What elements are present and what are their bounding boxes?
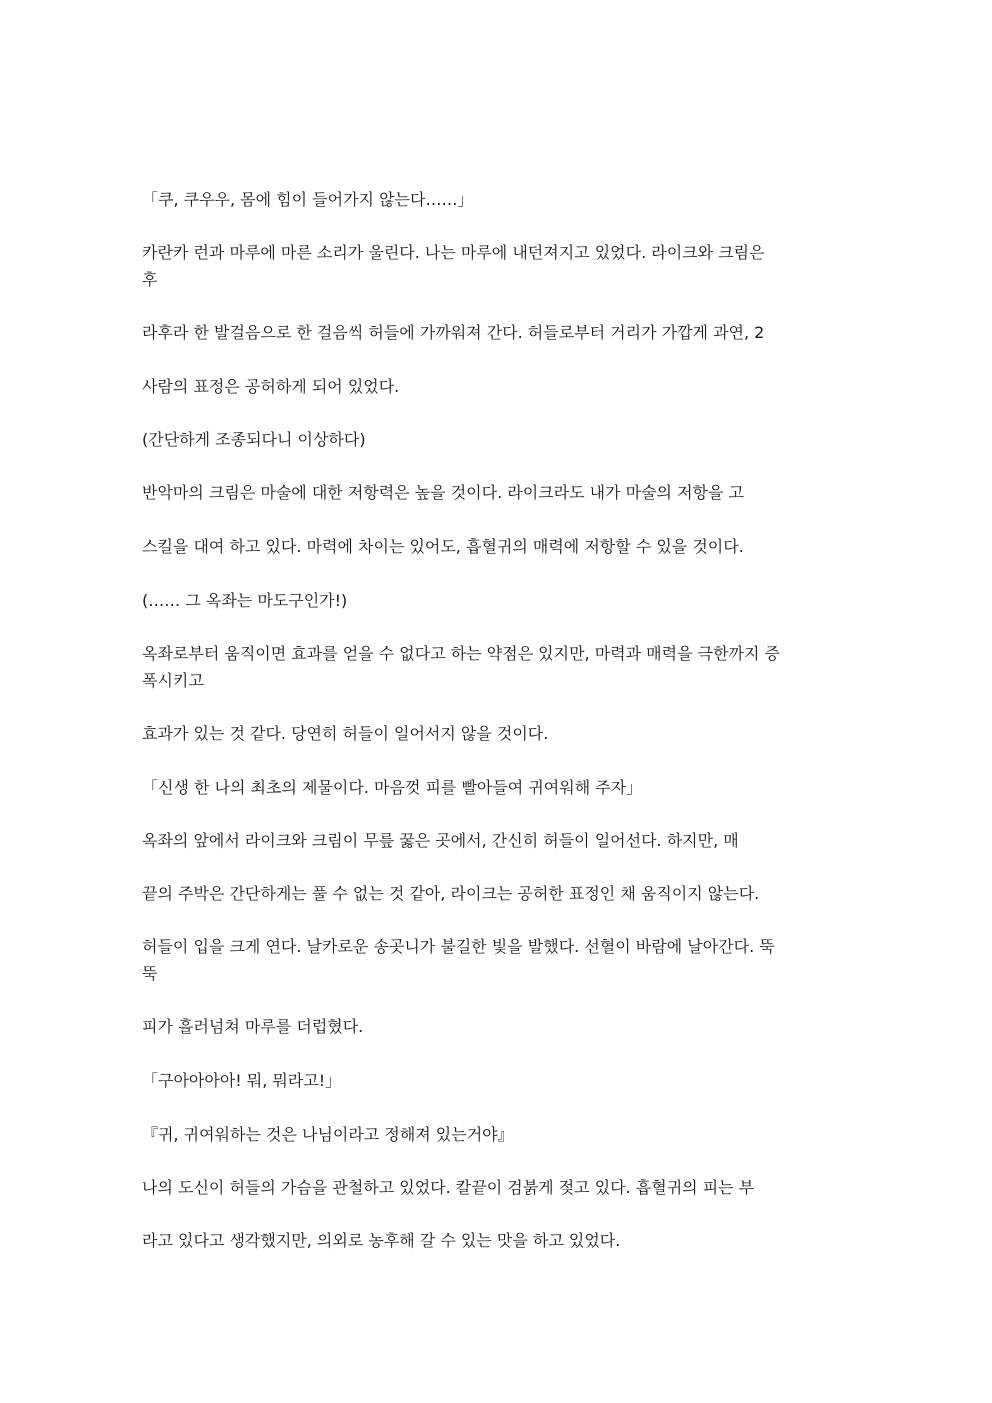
text-line: 효과가 있는 것 같다. 당연히 허들이 일어서지 않을 것이다. bbox=[142, 724, 549, 743]
text-line: 끝의 주박은 간단하게는 풀 수 없는 것 같아, 라이크는 공허한 표정인 채 움직이지 않는다. bbox=[142, 884, 760, 903]
text-line: 사람의 표정은 공허하게 되어 있었다. bbox=[142, 377, 400, 396]
text-line: 「신생 한 나의 최초의 제물이다. 마음껏 피를 빨아들여 귀여워해 주자」 bbox=[142, 778, 643, 797]
text-line: (…… 그 옥좌는 마도구인가!) bbox=[142, 591, 348, 610]
text-line: 옥좌의 앞에서 라이크와 크림이 무릎 꿇은 곳에서, 간신히 허들이 일어선다. 하지만, 매 bbox=[142, 831, 739, 850]
text-line: 카란카 런과 마루에 마른 소리가 울린다. 나는 마루에 내던져지고 있었다. 라이크와 크림은 bbox=[142, 243, 765, 262]
text-line: 피가 흘러넘쳐 마루를 더럽혔다. bbox=[142, 1017, 364, 1036]
text-line: 옥좌로부터 움직이면 효과를 얻을 수 없다고 하는 약점은 있지만, 마력과 매력을 극한까지 증 bbox=[142, 644, 780, 663]
text-line: 『귀, 귀여워하는 것은 나님이라고 정해져 있는거야』 bbox=[142, 1125, 514, 1144]
text-line: 폭시키고 bbox=[142, 671, 204, 690]
text-line: 나의 도신이 허들의 가슴을 관철하고 있었다. 칼끝이 검붉게 젖고 있다. 흡혈귀의 피는 부 bbox=[142, 1178, 755, 1197]
text-line: 허들이 입을 크게 연다. 날카로운 송곳니가 불길한 빛을 발했다. 선혈이 바람에 날아간다. 뚝 bbox=[142, 937, 775, 956]
text-line: 후 bbox=[142, 270, 158, 289]
text-line: 라고 있다고 생각했지만, 의외로 농후해 갈 수 있는 맛을 하고 있었다. bbox=[142, 1231, 621, 1250]
text-line: 뚝 bbox=[142, 964, 158, 983]
text-line: 라후라 한 발걸음으로 한 걸음씩 허들에 가까워져 간다. 허들로부터 거리가 가깝게 과연, 2 bbox=[142, 323, 765, 342]
text-line: 반악마의 크림은 마술에 대한 저항력은 높을 것이다. 라이크라도 내가 마술의 저항을 고 bbox=[142, 483, 744, 502]
text-line: (간단하게 조종되다니 이상하다) bbox=[142, 430, 366, 449]
text-line: 스킬을 대여 하고 있다. 마력에 차이는 있어도, 흡혈귀의 매력에 저항할 수 있을 것이다. bbox=[142, 537, 744, 556]
text-line: 「쿠, 쿠우우, 몸에 힘이 들어가지 않는다……」 bbox=[142, 190, 474, 209]
text-line: 「구아아아아! 뭐, 뭐라고!」 bbox=[142, 1071, 342, 1090]
